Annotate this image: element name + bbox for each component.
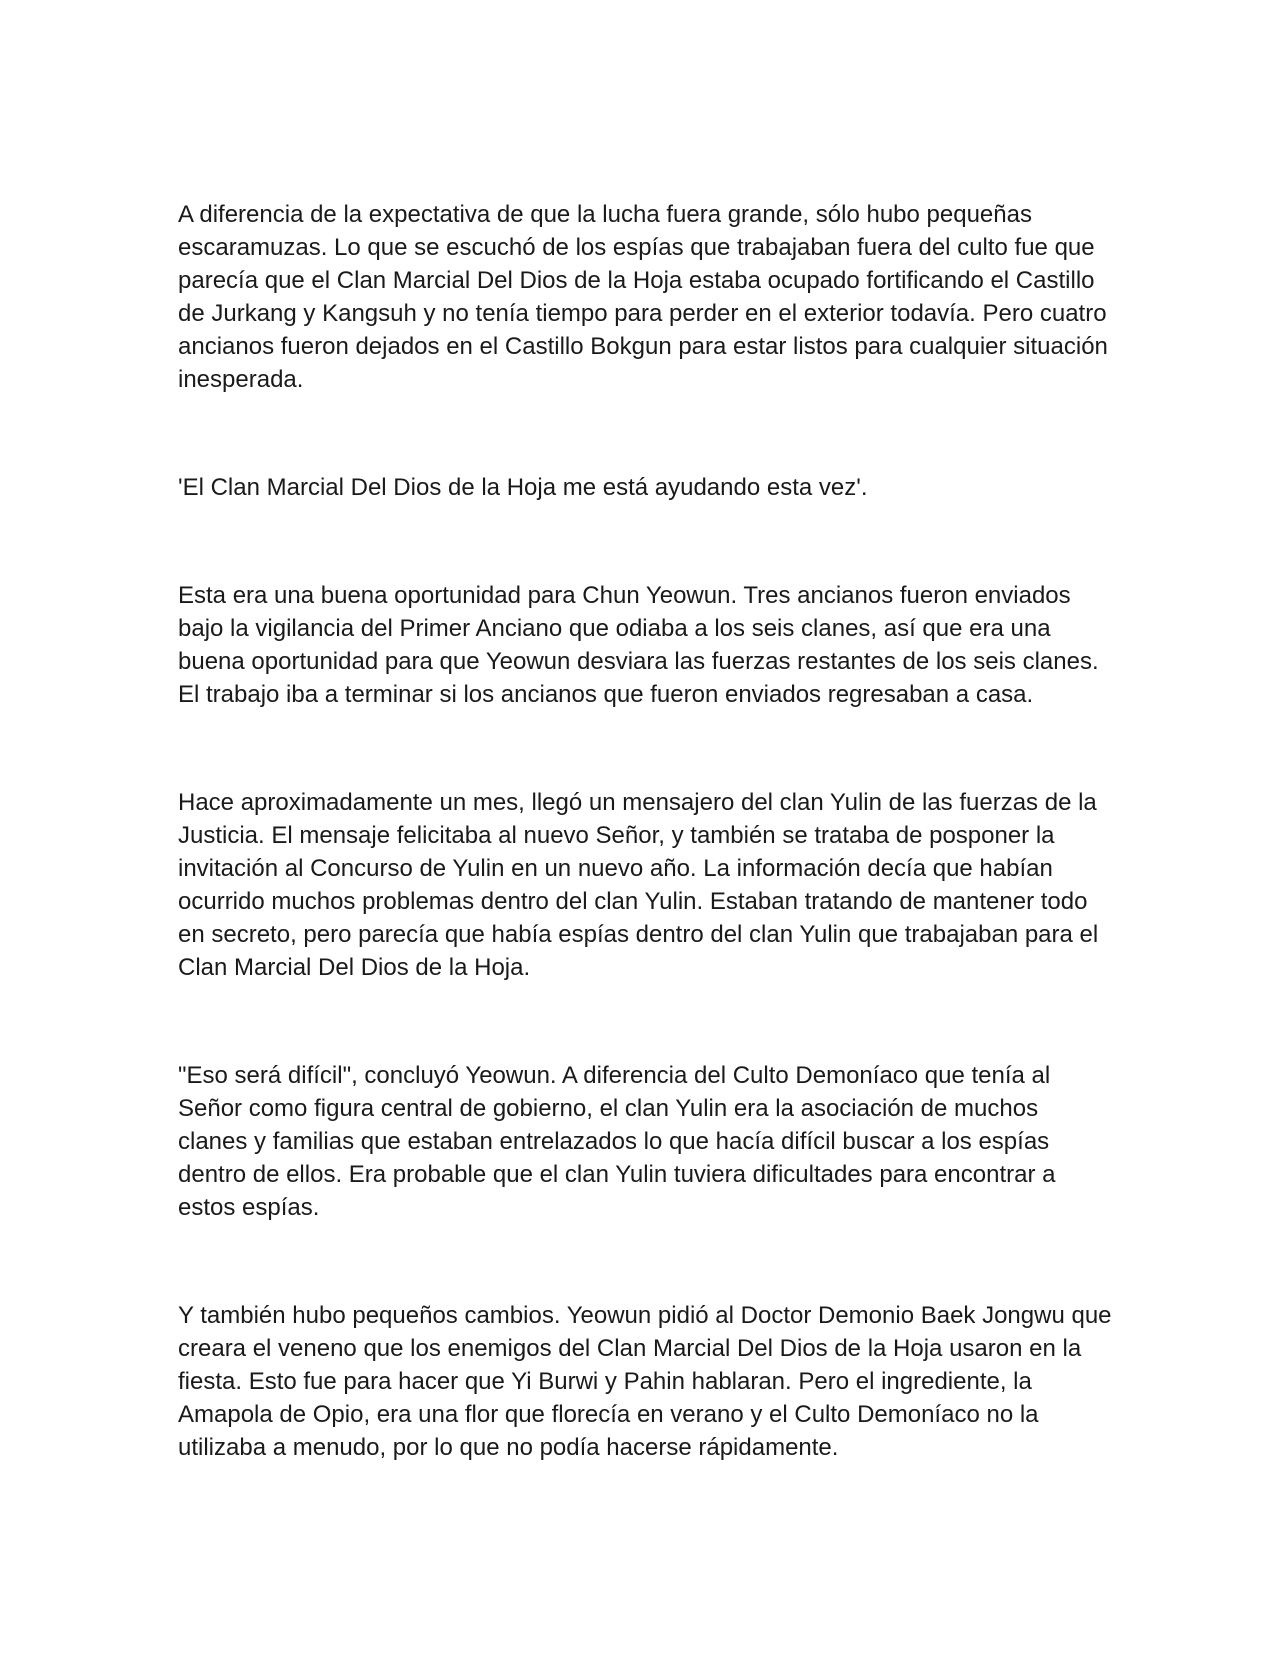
paragraph-1: A diferencia de la expectativa de que la lucha fuera grande, sólo hubo pequeñas escaramuzas. Lo que se escuchó de los espías que trabajaban fuera del culto fue que parecía que el Clan Marcial Del Dios de la Hoja estaba ocupado fortificando el Castillo de Jurkang y Kangsuh y no tenía tiempo para perder en el exterior todavía. Pero cuatro ancianos fueron dejados en el Castillo Bokgun para estar listos para cualquier situación inesperada.: [178, 201, 1108, 393]
paragraph-2: 'El Clan Marcial Del Dios de la Hoja me está ayudando esta vez'.: [178, 474, 868, 501]
paragraph-5: "Eso será difícil", concluyó Yeowun. A diferencia del Culto Demoníaco que tenía al Señor como figura central de gobierno, el clan Yulin era la asociación de muchos clanes y familias que estaban entrelazados lo que hacía difícil buscar a los espías dentro de ellos. Era probable que el clan Yulin tuviera dificultades para encontrar a estos espías.: [178, 1062, 1056, 1221]
paragraph-6: Y también hubo pequeños cambios. Yeowun pidió al Doctor Demonio Baek Jongwu que creara el veneno que los enemigos del Clan Marcial Del Dios de la Hoja usaron en la fiesta. Esto fue para hacer que Yi Burwi y Pahin hablaran. Pero el ingrediente, la Amapola de Opio, era una flor que florecía en verano y el Culto Demoníaco no la utilizaba a menudo, por lo que no podía hacerse rápidamente.: [178, 1302, 1112, 1461]
paragraph-3: Esta era una buena oportunidad para Chun Yeowun. Tres ancianos fueron enviados bajo la vigilancia del Primer Anciano que odiaba a los seis clanes, así que era una buena oportunidad para que Yeowun desviara las fuerzas restantes de los seis clanes. El trabajo iba a terminar si los ancianos que fueron enviados regresaban a casa.: [178, 582, 1099, 708]
paragraph-4: Hace aproximadamente un mes, llegó un mensajero del clan Yulin de las fuerzas de la Justicia. El mensaje felicitaba al nuevo Señor, y también se trataba de posponer la invitación al Concurso de Yulin en un nuevo año. La información decía que habían ocurrido muchos problemas dentro del clan Yulin. Estaban tratando de mantener todo en secreto, pero parecía que había espías dentro del clan Yulin que trabajaban para el Clan Marcial Del Dios de la Hoja.: [178, 789, 1099, 981]
document-body: [178, 198, 1113, 1464]
